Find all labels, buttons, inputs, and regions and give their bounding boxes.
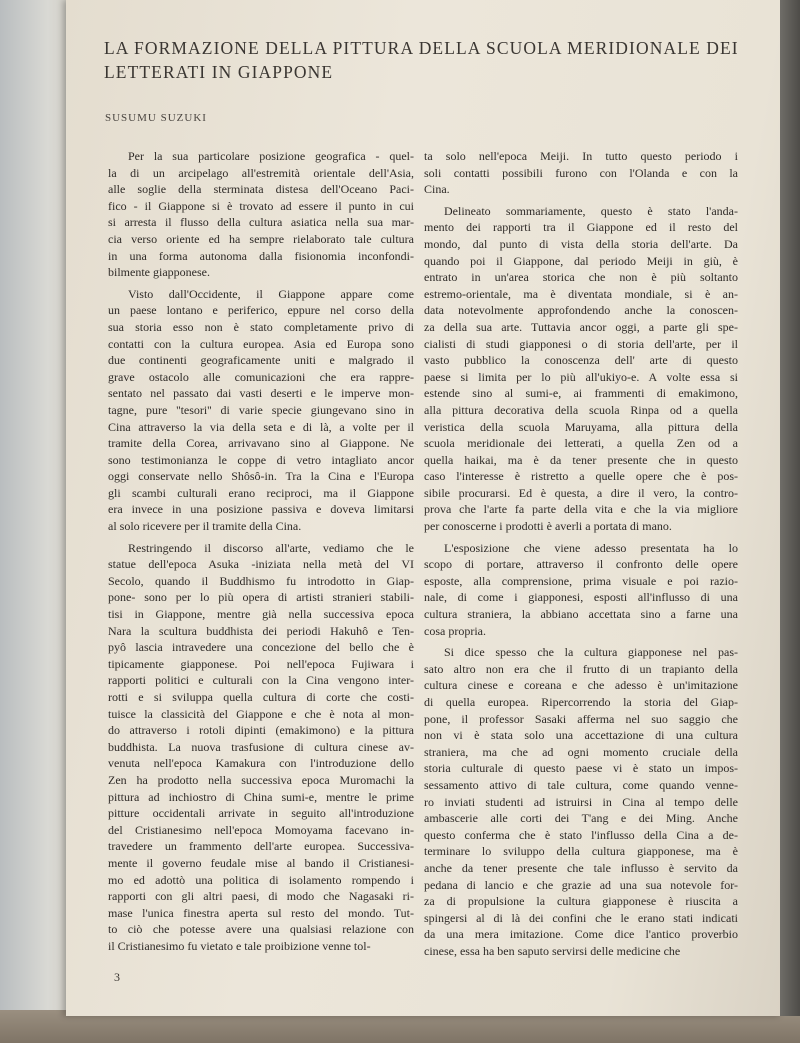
page-number: 3	[114, 970, 120, 984]
text-line: travedere un frammento dell'arte europea. Successiva-	[108, 839, 414, 854]
left-column	[108, 148, 414, 960]
text-line: straniera, ma che ad ogni momento cruciale della	[424, 744, 738, 759]
text-line: do attraverso i rotoli dipinti (emakimono) e la pittura	[108, 723, 414, 738]
text-line: Delineato sommariamente, questo è stato l'anda-	[444, 203, 738, 218]
text-line: sono testimonianza le coppe di vetro intagliato ancor	[108, 452, 414, 467]
text-line: del Cristianesimo nell'epoca Momoyama facevano in-	[108, 822, 414, 837]
text-line: to ciò che potesse avere una qualsiasi relazione con	[108, 922, 414, 937]
text-line: tagne, pure ''tesori'' di varie specie giungevano sino in	[108, 402, 414, 417]
text-line: cultura cinese e coreana e che adesso è un'imitazione	[424, 678, 738, 693]
text-line: mase l'unica finestra aperta sul resto del mondo. Tut-	[108, 905, 414, 920]
text-line: statue dell'epoca Asuka -iniziata nella metà del VI	[108, 557, 414, 572]
text-line: gli scambi culturali erano reciproci, ma il Giappone	[108, 485, 414, 500]
text-line: Secolo, quando il Buddhismo fu introdotto in Giap-	[108, 573, 414, 588]
text-line: la di un arcipelago all'estremità orientale dell'Asia,	[108, 165, 414, 180]
text-line: ambascerie alle corti dei T'ang e dei Ming. Anche	[424, 811, 738, 826]
text-line: di quella europea. Ripercorrendo la storia del Giap-	[424, 695, 738, 709]
text-line: sentato nel passato dai vasti deserti e le imperve mon-	[108, 386, 414, 401]
text-line: Per la sua particolare posizione geografica - quel-	[128, 149, 414, 163]
text-line: estende sino al sumi-e, ai frammenti di emakimono,	[424, 386, 738, 401]
text-line: sua storia esso non è stato completamente privo di	[108, 319, 414, 334]
text-line: rotti e si sviluppa quella cultura di corte che costi-	[108, 690, 414, 704]
right-column	[424, 148, 738, 965]
text-line: anche da tener presente che tale influsso è servito da	[424, 860, 738, 875]
text-line: alle soglie della sterminata distesa dell'Oceano Paci-	[108, 182, 414, 197]
text-line: cialisti di studi giapponesi o di storia dell'arte, per il	[424, 336, 738, 351]
text-line: al solo ricevere per il tramite della Cina.	[108, 519, 302, 534]
article-author: SUSUMU SUZUKI	[105, 112, 207, 124]
text-line: cosa propria.	[424, 623, 486, 638]
paragraph	[424, 148, 738, 198]
text-line: Si dice spesso che la cultura giapponese nel pas-	[444, 645, 738, 660]
text-line: venuta nell'epoca Kamakura con l'introduzione dello	[108, 756, 414, 771]
text-line: tuisce la classicità del Giappone e che è nota al mon-	[108, 706, 414, 721]
text-line: Cina attraverso la via della seta e di là, a volte per il	[108, 419, 414, 434]
paragraph	[108, 540, 414, 955]
text-line: cia verso oriente ed ha sempre rielaborato tale cultura	[108, 231, 414, 246]
text-line: da una mera imitazione. Come dice l'antico proverbio	[424, 927, 738, 942]
text-line: per conoscerne i prodotti è averli a portata di mano.	[424, 519, 672, 534]
text-line: estremo-orientale, ma è diventata mondiale, si è an-	[424, 286, 738, 301]
text-line: sessamento attivo di tale cultura, come quando venne-	[424, 777, 738, 792]
text-line: entrato in un'area storica che non è più soltanto	[424, 270, 738, 285]
text-line: due continenti geograficamente uniti e malgrado il	[108, 353, 414, 368]
page-shadow-edge	[780, 0, 800, 1016]
text-line: soli contatti possibili furono con l'Olanda e con la	[424, 165, 738, 180]
text-line: cinese, essa ha ben saputo servirsi delle medicine che	[424, 943, 681, 958]
text-line: mento dei rapporti tra il Giappone ed il resto del	[424, 220, 738, 235]
text-line: vasto pubblico la conoscenza dell' arte di questo	[424, 353, 738, 368]
text-line: grave ostacolo alle comunicazioni che era rappre-	[108, 369, 414, 384]
text-line: contatti con la cultura europea. Asia ed Europa sono	[108, 336, 414, 351]
text-line: si arresta il flusso della cultura asiatica nella sua mar-	[108, 215, 414, 230]
text-line: non vi è stata solo una accettazione di una cultura	[424, 728, 738, 743]
text-line: paese si limita per lo più all'ukiyo-e. A volte essa si	[424, 369, 738, 384]
text-line: pone- sono per lo più opera di artisti stranieri stabili-	[108, 590, 414, 605]
text-line: nale, di come i giapponesi, esposti all'influsso di una	[424, 590, 738, 605]
text-line: tipicamente giapponese. Poi nell'epoca Fujiwara i	[108, 656, 414, 671]
text-line: tramite della Corea, arrivavano sino al Giappone. Ne	[108, 436, 414, 451]
text-line: data notevolmente approfondendo anche la conoscen-	[424, 303, 738, 318]
text-line: tisi in Giappone, mentre già nella successiva epoca	[108, 607, 414, 622]
text-line: L'esposizione che viene adesso presentata ha lo	[444, 540, 738, 555]
text-line: rapporti politici e culturali con la Cina vengono inter-	[108, 673, 414, 688]
paragraph	[424, 644, 738, 959]
title-line: LA FORMAZIONE DELLA PITTURA DELLA SCUOLA MERIDIONALE DEI	[104, 38, 739, 58]
article-title	[104, 36, 739, 84]
text-line: pedana di lancio e che grazie ad una sua notevole for-	[424, 877, 738, 892]
text-line: pyô lascia intravedere una concezione del bello che è	[108, 640, 414, 655]
text-line: pone, il professor Sasaki afferma nel suo saggio che	[424, 711, 738, 726]
text-line: mondo, dal punto di vista della storia dell'arte. Da	[424, 236, 738, 251]
text-line: oggi conservate nello Shôsô-in. Tra la Cina e l'Europa	[108, 469, 414, 484]
text-line: Restringendo il discorso all'arte, vediamo che le	[128, 540, 414, 555]
text-line: esposte, alla comprensione, prima visuale e poi razio-	[424, 573, 738, 588]
text-line: sibile procurarsi. Ed è questa, a dire il vero, la contro-	[424, 485, 738, 500]
paragraph	[108, 286, 414, 535]
text-line: pittura ad inchiostro di China sumi-e, mentre le prime	[108, 789, 414, 804]
text-line: questo conferma che è stato l'influsso della Cina a de-	[424, 827, 738, 842]
text-line: za di propulsione la cultura giapponese è riuscita a	[424, 894, 738, 909]
text-line: za della sua arte. Tuttavia ancor oggi, a parte gli spe-	[424, 319, 738, 334]
text-line: scopo di portare, attraverso il confronto delle opere	[424, 557, 738, 572]
text-line: Visto dall'Occidente, il Giappone appare come	[128, 286, 414, 301]
text-line: quando poi il Giappone, dal periodo Meiji in giù, è	[424, 253, 738, 268]
text-line: quella haikai, ma è da tener presente che in questo	[424, 452, 738, 467]
text-line: Cina.	[424, 182, 450, 197]
text-line: il Cristianesimo fu vietato e tale proibizione venne tol-	[108, 938, 371, 953]
text-line: fico - il Giappone si è trovato ad essere il punto in cui	[108, 198, 414, 213]
text-line: ro inviati studenti ad istruirsi in Cina al tempo delle	[424, 794, 738, 809]
paragraph	[108, 148, 414, 281]
text-line: mente il governo feudale mise al bando il Cristianesi-	[108, 855, 414, 870]
text-line: ta solo nell'epoca Meiji. In tutto questo periodo i	[424, 149, 738, 163]
text-line: Zen ha prodotto nella successiva epoca Muromachi la	[108, 772, 414, 787]
text-line: era invece in una posizione passiva e doveva limitarsi	[108, 502, 414, 517]
text-line: Nara la scultura buddhista dei periodi Hakuhô e Ten-	[108, 623, 414, 638]
text-line: sato altro non era che il frutto di un trapianto della	[424, 661, 738, 676]
text-line: veristica della scuola Maruyama, alla pittura della	[424, 419, 738, 434]
text-line: pitture occidentali arrivate in seguito all'introduzione	[108, 806, 414, 821]
text-line: alla pittura decorativa della scuola Rinpa od a quella	[424, 402, 738, 417]
text-line: storia culturale di questo paese vi è stato un impos-	[424, 761, 738, 776]
title-line: LETTERATI IN GIAPPONE	[104, 62, 334, 82]
text-line: scuola meridionale dei letterati, a quella Zen od a	[424, 436, 738, 451]
text-line: mo ed adottò una politica di isolamento rompendo i	[108, 872, 414, 887]
text-line: caso l'interesse è ristretto a quelle opere che è pos-	[424, 469, 738, 484]
text-line: in una forma autonoma dalla fisionomia inconfondi-	[108, 248, 414, 263]
text-line: cultura straniera, la abbiano accettata sino a farne una	[424, 607, 738, 622]
text-line: buddhista. La nuova trasfusione di cultura cinese av-	[108, 739, 414, 754]
text-line: bilmente giapponese.	[108, 265, 210, 280]
paragraph	[424, 540, 738, 640]
text-line: terminare lo sviluppo della cultura giapponese, ma è	[424, 844, 738, 859]
text-line: rapporti con gli altri paesi, di modo che Nagasaki ri-	[108, 889, 414, 904]
text-line: un paese lontano e periferico, eppure nel corso della	[108, 303, 414, 318]
text-line: prova che l'arte fa parte della vita e che la via migliore	[424, 502, 738, 517]
paragraph	[424, 203, 738, 535]
text-line: spingersi al di là dei confini che le erano stati indicati	[424, 910, 738, 925]
